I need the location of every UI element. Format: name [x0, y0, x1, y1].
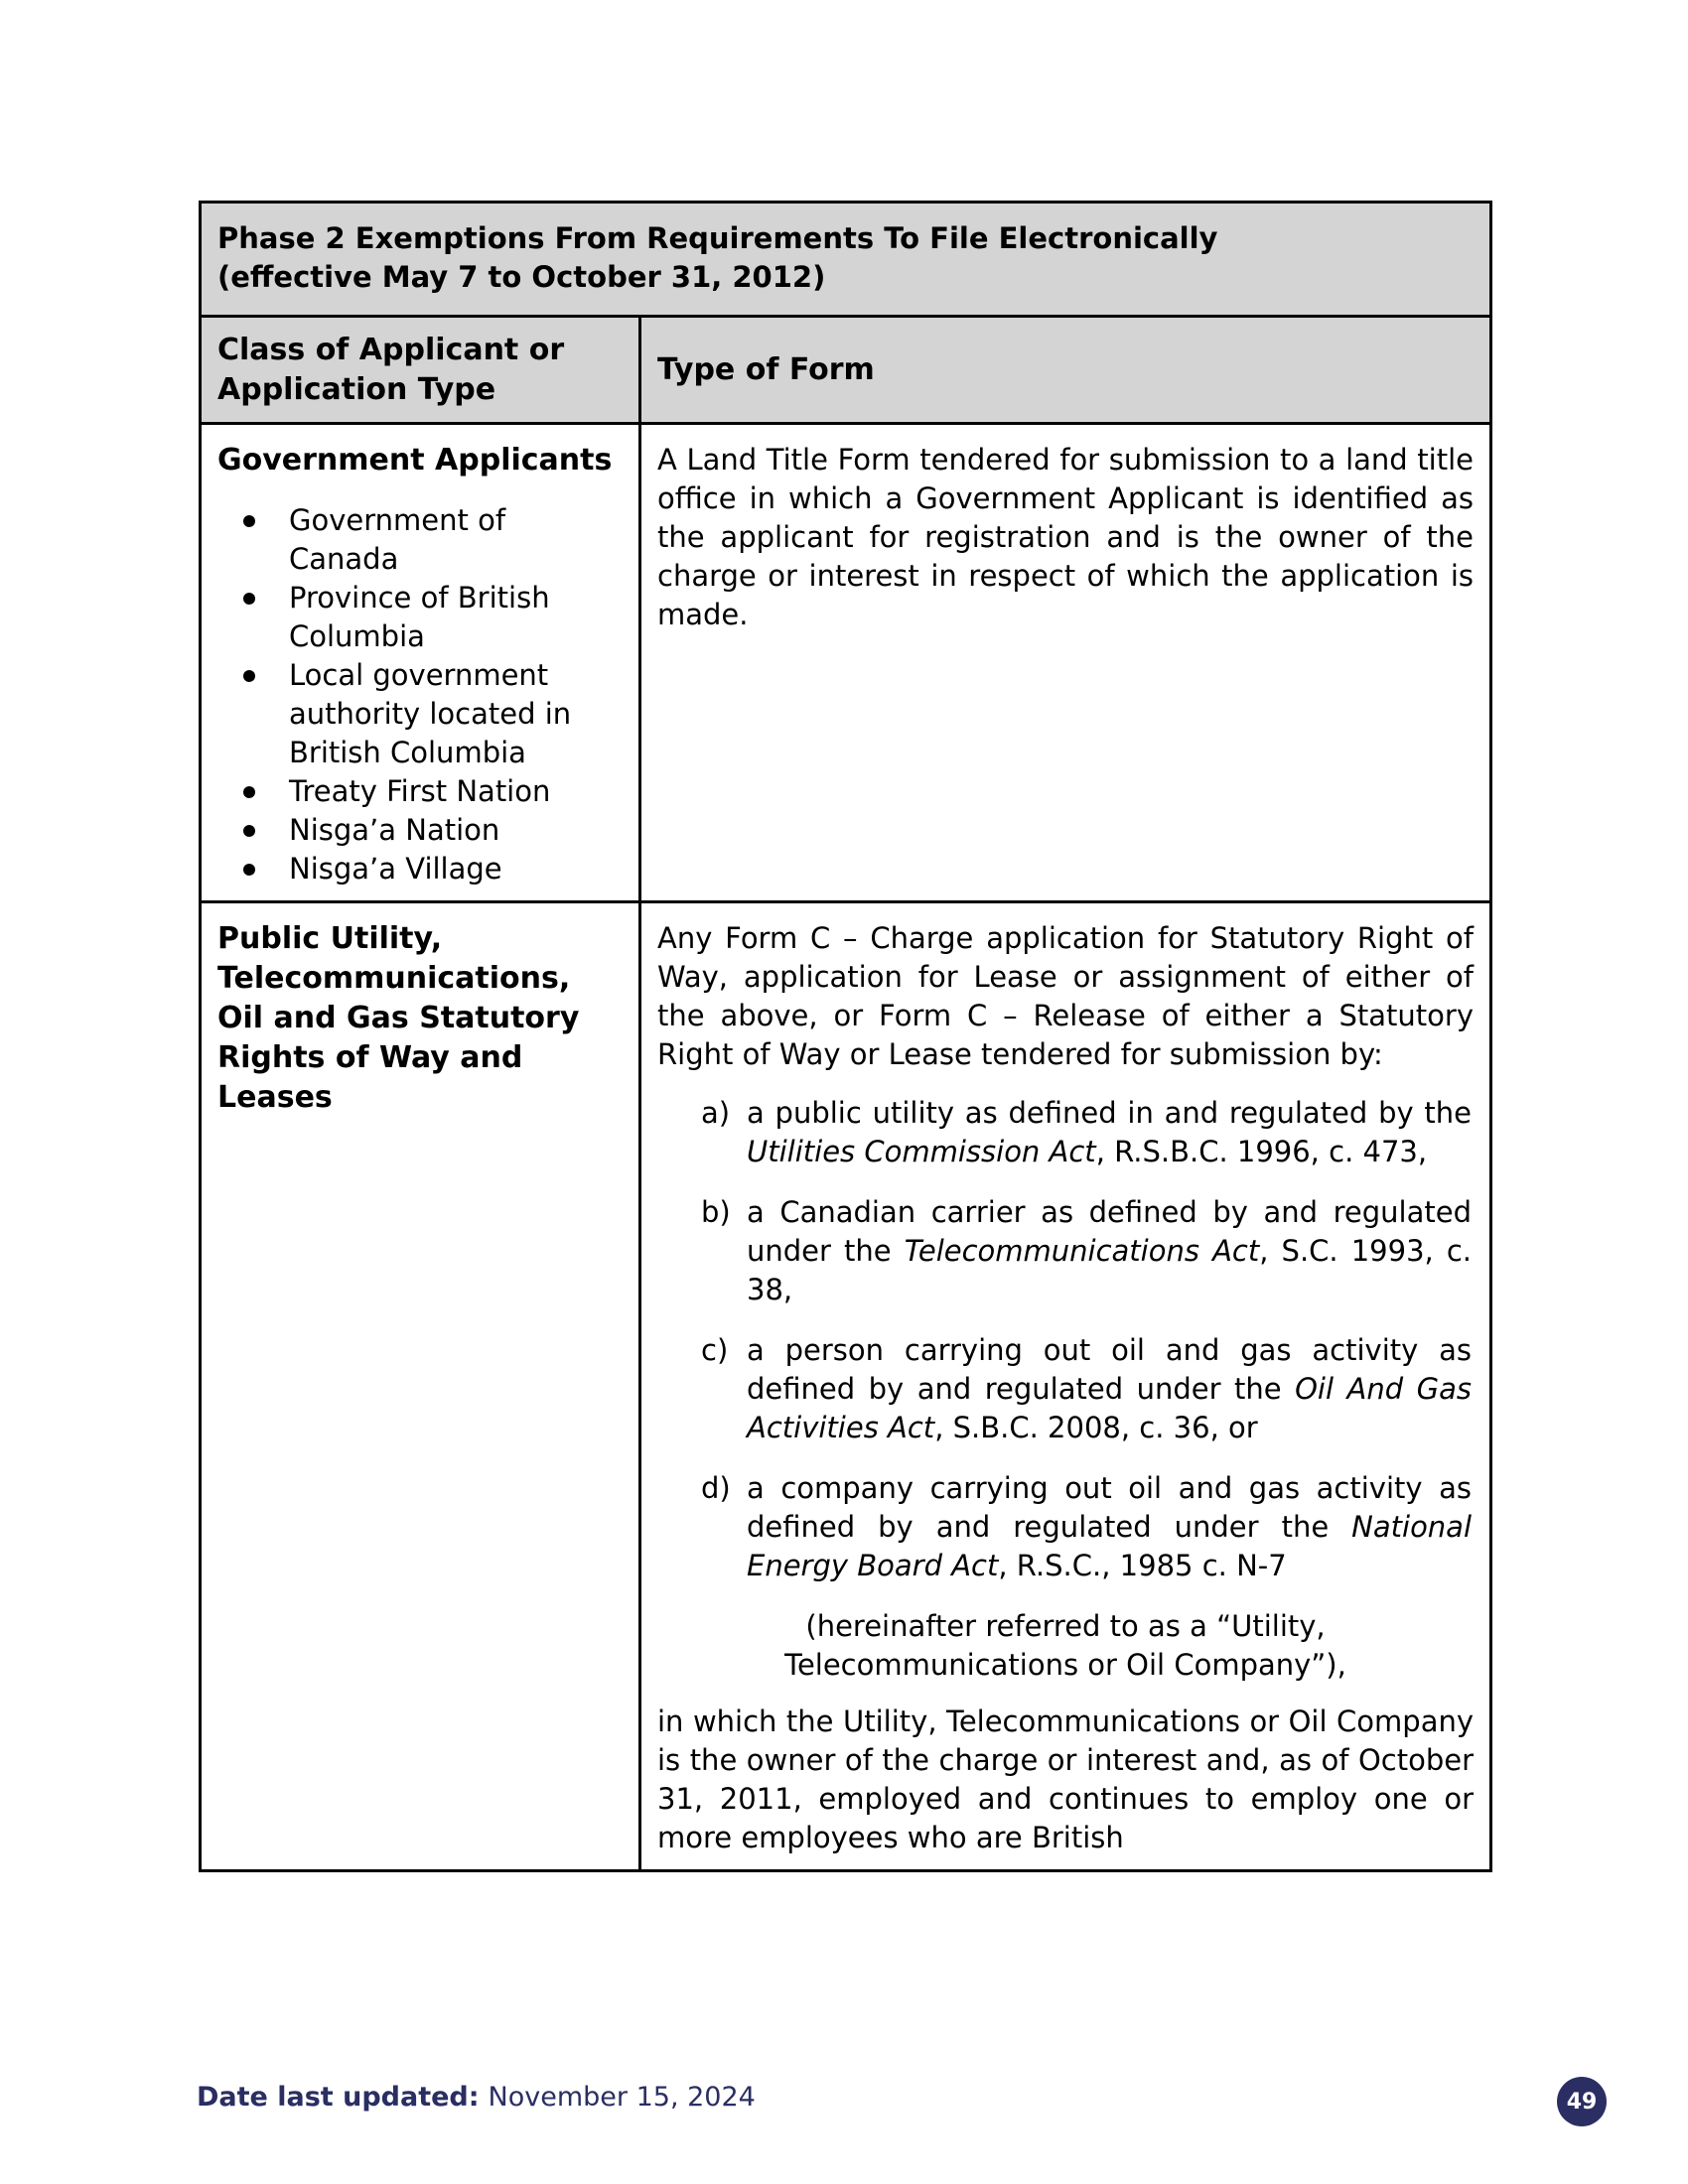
list-item-d: [701, 1469, 1472, 1585]
utility-form-closing: in which the Utility, Telecommunications or Oil Company is the owner of the charge or interest and, as of October 31, 2011, employed and continues to employ one or more employees who are British: [657, 1705, 1475, 1854]
list-marker: c): [701, 1333, 729, 1367]
table-title-cell: [201, 203, 1491, 317]
government-applicants-heading: Government Applicants: [217, 443, 613, 478]
list-item: Government of Canada: [217, 501, 623, 579]
utility-applicants-cell: [201, 902, 640, 1871]
list-item-c: [701, 1331, 1472, 1447]
list-item: Nisga’a Nation: [217, 811, 623, 850]
table-title-line2: (effective May 7 to October 31, 2012): [217, 260, 826, 294]
table-row-government: [201, 424, 1491, 902]
list-marker: b): [701, 1195, 731, 1229]
list-item: Local government authority located in British Columbia: [217, 656, 623, 772]
list-item-b: [701, 1193, 1472, 1309]
table-title-row: [201, 203, 1491, 317]
table-row-utility: [201, 902, 1491, 1871]
exemptions-table: [199, 201, 1492, 1872]
list-item-text: a Canadian carrier as defined by and regulated under the Telecommunications Act, S.C. 1993, c. 38,: [747, 1195, 1473, 1306]
list-item-text: a company carrying out oil and gas activity as defined by and regulated under the National Energy Board Act, R.S.C., 1985 c. N-7: [747, 1471, 1473, 1582]
date-last-updated-label: Date last updated:: [197, 2082, 480, 2113]
utility-form-intro: Any Form C – Charge application for Statutory Right of Way, application for Lease or assignment of either of the above, or Form C – Release of either a Statutory Right of Way or Lease tendered for submission by:: [657, 921, 1475, 1071]
list-item-text: a person carrying out oil and gas activity as defined by and regulated under the Oil And Gas Activities Act, S.B.C. 2008, c. 36, or: [747, 1333, 1473, 1444]
page-number-badge: 49: [1557, 2077, 1607, 2126]
utility-form-cell: [640, 902, 1491, 1871]
list-item: Province of British Columbia: [217, 579, 623, 656]
list-item: Treaty First Nation: [217, 772, 623, 811]
table-title-line1: Phase 2 Exemptions From Requirements To File Electronically: [217, 221, 1218, 255]
government-form-cell: [640, 424, 1491, 902]
utility-applicants-heading: Public Utility, Telecommunications, Oil and Gas Statutory Rights of Way and Leases: [217, 921, 580, 1115]
footer: [197, 2082, 756, 2114]
date-last-updated-value: November 15, 2024: [488, 2082, 756, 2113]
government-applicants-cell: [201, 424, 640, 902]
government-form-description: A Land Title Form tendered for submission to a land title office in which a Government Applicant is identified as the applicant for registration and is the owner of the charge or interest in respect of which the application is made.: [657, 443, 1475, 631]
list-marker: d): [701, 1471, 731, 1505]
column-header-row: [201, 317, 1491, 424]
list-marker: a): [701, 1096, 731, 1130]
hereinafter-note: (hereinafter referred to as a “Utility, Telecommunications or Oil Company”),: [784, 1609, 1346, 1682]
list-item-a: [701, 1094, 1472, 1171]
column-header-form: Type of Form: [640, 317, 1491, 424]
utility-letter-list: [701, 1094, 1472, 1585]
list-item: Nisga’a Village: [217, 850, 623, 888]
government-applicants-list: [217, 501, 623, 888]
column-header-applicant: Class of Applicant or Application Type: [201, 317, 640, 424]
list-item-text: a public utility as defined in and regulated by the Utilities Commission Act, R.S.B.C. 1996, c. 473,: [747, 1096, 1473, 1168]
